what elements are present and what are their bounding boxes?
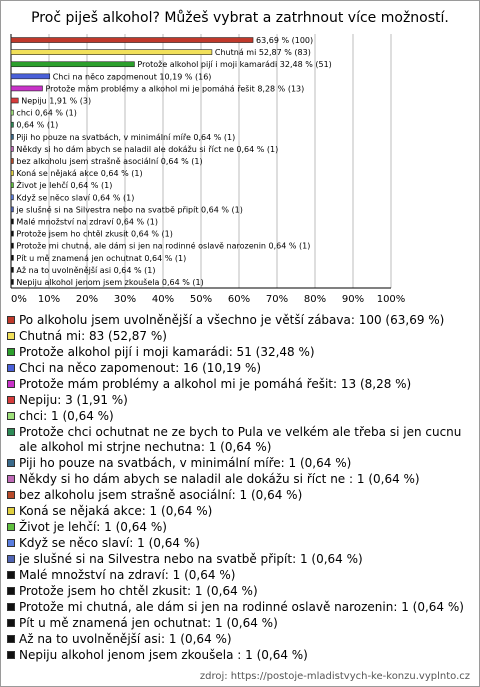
legend-swatch — [7, 380, 15, 388]
bar — [11, 74, 50, 79]
x-tick-label: 10% — [37, 294, 61, 305]
x-tick-label: 0% — [11, 294, 27, 305]
bar — [11, 86, 42, 91]
bar — [11, 38, 253, 43]
bar — [11, 146, 13, 151]
x-tick-label: 90% — [341, 294, 365, 305]
x-tick-label: 30% — [113, 294, 137, 305]
legend-swatch — [7, 619, 15, 627]
legend-label: bez alkoholu jsem strašně asociální: 1 (0,64 %) — [19, 488, 303, 502]
bar — [11, 98, 18, 103]
bar-label: Život je lehčí 0,64 % (1) — [16, 181, 113, 191]
x-tick-label: 20% — [75, 294, 99, 305]
legend-label: Chci na něco zapomenout: 16 (10,19 %) — [19, 361, 262, 375]
legend — [7, 313, 475, 664]
bar-label: Chci na něco zapomenout 10,19 % (16) — [52, 72, 212, 82]
legend-item — [7, 584, 475, 599]
legend-label: Pít u mě znamená jen ochutnat: 1 (0,64 %) — [19, 616, 278, 630]
bar — [11, 219, 13, 224]
legend-label: Život je lehčí: 1 (0,64 %) — [19, 520, 167, 534]
legend-item — [7, 632, 475, 647]
bar — [11, 62, 134, 67]
bar-label: 0,64 % (1) — [16, 120, 59, 130]
legend-item — [7, 377, 475, 392]
bar-label: Nepiju 1,91 % (3) — [21, 96, 92, 106]
legend-swatch — [7, 587, 15, 595]
bar-plot — [0, 0, 480, 310]
source-credit: zdroj: https://postoje-mladistvych-ke-konzu.vyplnto.cz — [199, 671, 470, 682]
bar — [11, 195, 13, 200]
x-tick-label: 60% — [227, 294, 251, 305]
bar-label: bez alkoholu jsem strašně asociální 0,64 % (1) — [16, 157, 203, 166]
legend-swatch — [7, 364, 15, 372]
x-tick-label: 100% — [376, 294, 406, 305]
bar — [11, 171, 13, 176]
bar-label: Když se něco slaví 0,64 % (1) — [16, 193, 135, 203]
bar-label: Protože jsem ho chtěl zkusit 0,64 % (1) — [16, 229, 173, 239]
legend-swatch — [7, 459, 15, 467]
bar — [11, 255, 13, 260]
legend-item — [7, 616, 475, 631]
legend-item — [7, 648, 475, 663]
legend-label: je slušné si na Silvestra nebo na svatbě připít: 1 (0,64 %) — [19, 552, 363, 566]
legend-label: Protože mi chutná, ale dám si jen na rodinné oslavě narozenin: 1 (0,64 %) — [19, 600, 464, 614]
legend-swatch — [7, 332, 15, 340]
legend-item — [7, 504, 475, 519]
legend-swatch — [7, 507, 15, 515]
legend-swatch — [7, 539, 15, 547]
bar-label: Chutná mi 52,87 % (83) — [214, 48, 311, 58]
chart-title: Proč piješ alkohol? Můžeš vybrat a zatrhnout více možností. — [31, 10, 449, 26]
x-tick-label: 70% — [265, 294, 289, 305]
x-tick-label: 50% — [189, 294, 213, 305]
legend-item — [7, 536, 475, 551]
legend-label: Protože jsem ho chtěl zkusit: 1 (0,64 %) — [19, 584, 258, 598]
legend-swatch — [7, 412, 15, 420]
x-tick-label: 40% — [151, 294, 175, 305]
legend-label: Nepiju alkohol jenom jsem zkoušela : 1 (0,64 %) — [19, 648, 308, 662]
legend-item — [7, 409, 475, 424]
bar — [11, 134, 13, 139]
legend-item — [7, 361, 475, 376]
bar — [11, 159, 13, 164]
legend-label: Někdy si ho dám abych se naladil ale dokážu si říct ne : 1 (0,64 %) — [19, 472, 420, 486]
legend-item — [7, 313, 475, 328]
legend-label: Až na to uvolněnější asi: 1 (0,64 %) — [19, 632, 232, 646]
bar — [11, 50, 212, 55]
legend-label: Malé množství na zdraví: 1 (0,64 %) — [19, 568, 236, 582]
legend-item — [7, 472, 475, 487]
bar — [11, 207, 13, 212]
legend-label: Když se něco slaví: 1 (0,64 %) — [19, 536, 200, 550]
legend-item — [7, 552, 475, 567]
legend-swatch — [7, 651, 15, 659]
bar — [11, 267, 13, 272]
legend-item — [7, 520, 475, 535]
bar-label: Až na to uvolněnější asi 0,64 % (1) — [16, 265, 156, 275]
bar — [11, 122, 13, 127]
legend-item — [7, 393, 475, 408]
bar-label: Koná se nějaká akce 0,64 % (1) — [16, 169, 143, 179]
bar-label: Někdy si ho dám abych se naladil ale dokážu si říct ne 0,64 % (1) — [16, 144, 279, 154]
bar — [11, 279, 13, 284]
legend-swatch — [7, 555, 15, 563]
legend-swatch — [7, 316, 15, 324]
legend-item — [7, 600, 475, 615]
legend-item — [7, 456, 475, 471]
legend-label: Nepiju: 3 (1,91 %) — [19, 393, 128, 407]
legend-label: Koná se nějaká akce: 1 (0,64 %) — [19, 504, 213, 518]
bar — [11, 110, 13, 115]
legend-swatch — [7, 523, 15, 531]
bar-label: chci 0,64 % (1) — [16, 108, 77, 118]
legend-swatch — [7, 603, 15, 611]
bar-label: Piji ho pouze na svatbách, v minimální míře 0,64 % (1) — [16, 132, 236, 142]
legend-swatch — [7, 491, 15, 499]
legend-swatch — [7, 635, 15, 643]
bar-label: je slušné si na Silvestra nebo na svatbě připít 0,64 % (1) — [16, 205, 243, 215]
legend-item — [7, 488, 475, 503]
legend-label: chci: 1 (0,64 %) — [19, 409, 114, 423]
legend-item — [7, 329, 475, 344]
bar — [11, 243, 13, 248]
bar-label: Protože alkohol pijí i moji kamarádi 32,48 % (51) — [137, 60, 332, 70]
x-tick-label: 80% — [303, 294, 327, 305]
legend-label: Protože alkohol pijí i moji kamarádi: 51 (32,48 %) — [19, 345, 315, 359]
bar-label: Protože mám problémy a alkohol mi je pomáhá řešit 8,28 % (13) — [45, 84, 305, 94]
bar-label: Nepiju alkohol jenom jsem zkoušela 0,64 % (1) — [16, 277, 204, 287]
legend-swatch — [7, 396, 15, 404]
legend-label: Chutná mi: 83 (52,87 %) — [19, 329, 167, 343]
legend-label: Protože mám problémy a alkohol mi je pomáhá řešit: 13 (8,28 %) — [19, 377, 412, 391]
legend-label: Po alkoholu jsem uvolněnější a všechno je větší zábava: 100 (63,69 %) — [19, 313, 445, 327]
bar-label: 63,69 % (100) — [256, 36, 314, 46]
bar — [11, 183, 13, 188]
legend-item — [7, 425, 475, 455]
bar — [11, 231, 13, 236]
legend-item — [7, 568, 475, 583]
legend-label: Piji ho pouze na svatbách, v minimální míře: 1 (0,64 %) — [19, 456, 352, 470]
bar-label: Protože mi chutná, ale dám si jen na rodinné oslavě narozenin 0,64 % (1) — [16, 241, 311, 251]
bar-label: Malé množství na zdraví 0,64 % (1) — [16, 217, 159, 227]
legend-swatch — [7, 428, 15, 436]
legend-label: Protože chci ochutnat ne ze bych to Pula ve velkém ale třeba si jen cucnu ale alkohol mi strjne nechutna: 1 (0,64 %) — [19, 425, 462, 454]
legend-item — [7, 345, 475, 360]
bar-label: Pít u mě znamená jen ochutnat 0,64 % (1) — [16, 253, 187, 263]
legend-swatch — [7, 348, 15, 356]
legend-swatch — [7, 571, 15, 579]
legend-swatch — [7, 475, 15, 483]
